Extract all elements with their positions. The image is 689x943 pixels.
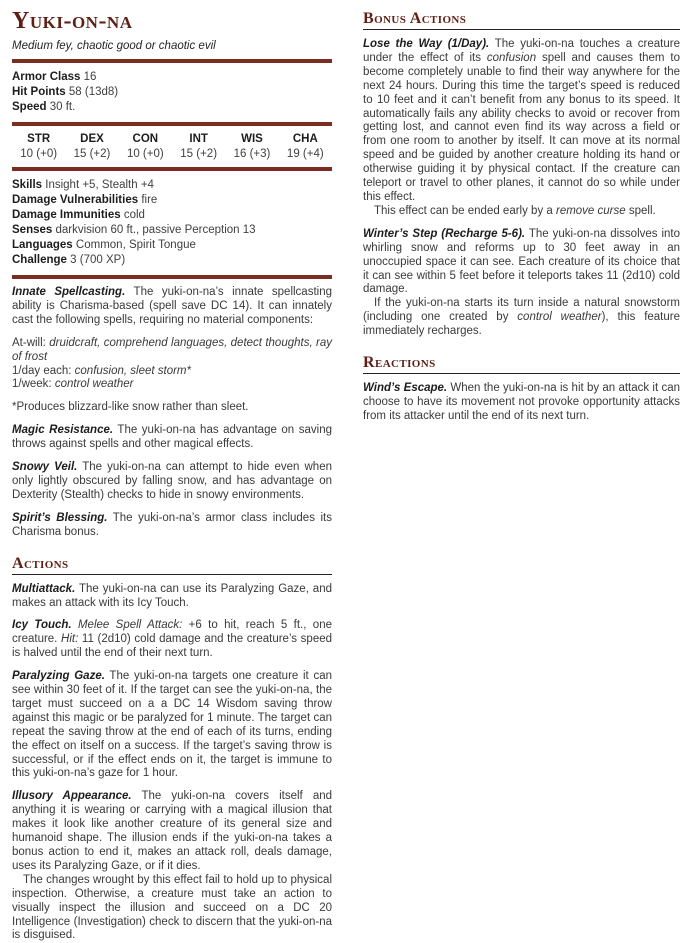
skills-line: [12, 178, 332, 193]
bonus-actions-and-reactions: [363, 10, 680, 424]
hit-points-value: 58 (13d8): [68, 86, 119, 98]
ability-name: INT: [189, 133, 208, 145]
languages-label: Languages: [12, 239, 73, 251]
ability-con: [119, 133, 172, 160]
stat-paragraph: At-will: druidcraft, comprehend languages, detect thoughts, ray of frost: [12, 336, 332, 363]
stat-paragraph: 1/week: control weather: [12, 378, 134, 391]
armor-class-label: Armor Class: [12, 71, 81, 83]
ability-str: [12, 133, 65, 160]
monster-meta: Medium fey, chaotic good or chaotic evil: [12, 40, 216, 52]
speed-label: Speed: [12, 101, 47, 113]
senses-line: [12, 223, 332, 238]
ability-value: 19 (+4): [286, 148, 324, 160]
divider-rule: [12, 167, 332, 171]
divider-rule: [12, 122, 332, 126]
speed-value: 30 ft.: [49, 101, 76, 113]
stat-paragraph: Spirit’s Blessing. The yuki-on-na’s armor class includes its Charisma bonus.: [12, 511, 332, 538]
hit-points-line: [12, 85, 332, 100]
divider-rule: [12, 59, 332, 63]
armor-class-value: 16: [83, 71, 97, 83]
right-column: [363, 6, 680, 943]
stat-paragraph: This effect can be ended early by a remove curse spell.: [374, 204, 656, 217]
stat-paragraph: Multiattack. The yuki-on-na can use its Paralyzing Gaze, and makes an attack with its Icy Touch.: [12, 582, 332, 609]
traits-and-actions: [12, 286, 332, 943]
detail-lines: [12, 178, 332, 268]
damage-vulnerabilities-line: [12, 193, 332, 208]
ability-name: CHA: [292, 133, 318, 145]
challenge-label: Challenge: [12, 254, 67, 266]
senses-value: darkvision 60 ft., passive Perception 13: [55, 224, 256, 236]
divider-rule: [12, 275, 332, 279]
languages-line: [12, 238, 332, 253]
damage-immunities-label: Damage Immunities: [12, 209, 121, 221]
section-heading: Bonus Actions: [363, 10, 680, 30]
ability-name: WIS: [241, 133, 263, 145]
ability-cha: [279, 133, 332, 160]
ability-value: 10 (+0): [20, 148, 58, 160]
ability-wis: [225, 133, 278, 160]
stat-paragraph: If the yuki-on-na starts its turn inside a natural snowstorm (including one created by control weather), this feature immediately recharges.: [363, 297, 680, 338]
ability-value: 15 (+2): [180, 148, 218, 160]
senses-label: Senses: [12, 224, 53, 236]
ability-value: 10 (+0): [126, 148, 164, 160]
damage-immunities-line: [12, 208, 332, 223]
challenge-line: [12, 253, 332, 268]
stat-paragraph: Illusory Appearance. The yuki-on-na covers itself and anything it is wearing or carrying with a magical illusion that makes it look like another creature of its general size and humanoid shape. The illusion ends if the yuki-on-na takes a bonus action to end it, makes an attack roll, deals damage, uses its Paralyzing Gaze, or if it dies.: [12, 790, 333, 872]
armor-class-line: [12, 70, 332, 85]
skills-label: Skills: [12, 179, 43, 191]
damage-vulnerabilities-label: Damage Vulnerabilities: [12, 194, 139, 206]
stat-paragraph: Innate Spellcasting. The yuki-on-na’s innate spellcasting ability is Charisma-based (spell save DC 14). It can innately cast the following spells, requiring no material components:: [12, 286, 332, 326]
damage-vulnerabilities-value: fire: [141, 194, 158, 206]
ability-name: STR: [27, 133, 51, 145]
stat-paragraph: Snowy Veil. The yuki-on-na can attempt to hide even when only lightly obscured by falling snow, and has advantage on Dexterity (Stealth) checks to hide in snowy environments.: [12, 461, 332, 501]
hit-points-label: Hit Points: [12, 86, 66, 98]
ability-value: 15 (+2): [73, 148, 111, 160]
skills-value: Insight +5, Stealth +4: [45, 179, 154, 191]
stat-paragraph: *Produces blizzard-like snow rather than sleet.: [12, 401, 249, 414]
stat-paragraph: Winter’s Step (Recharge 5-6). The yuki-on-na dissolves into whirling snow and reforms up to 30 feet away in an unoccupied space it can see. Each creature of its choice that it can see within 5 feet before it teleports takes 11 (2d10) cold damage.: [363, 227, 680, 296]
core-attributes: [12, 70, 332, 115]
speed-line: [12, 100, 332, 115]
left-column: [12, 6, 332, 943]
ability-name: DEX: [80, 133, 104, 145]
stat-paragraph: The changes wrought by this effect fail to hold up to physical inspection. Otherwise, a creature must take an action to visually inspect the illusion and succeed on a DC 20 Intelligence (Investigation) check to discern that the yuki-on-na is disguised.: [12, 873, 332, 942]
ability-scores: [12, 133, 332, 160]
ability-int: [172, 133, 225, 160]
challenge-value: 3 (700 XP): [70, 254, 126, 266]
stat-paragraph: Icy Touch. Melee Spell Attack: +6 to hit, reach 5 ft., one creature. Hit: 11 (2d10) cold damage and the creature’s speed is halved until the end of their next turn.: [12, 619, 333, 660]
stat-paragraph: Paralyzing Gaze. The yuki-on-na targets one creature it can see within 30 feet of it. If the target can see the yuki-on-na, the target must succeed on a a DC 14 Wisdom saving throw against this magic or be paralyzed for 1 minute. The target can repeat the saving throw at the end of each of its turns, ending the effect on itself on a success. If the target’s saving throw is successful, or if the effect ends on it, the target is immune to this yuki-on-na’s gaze for 1 hour.: [12, 670, 332, 780]
stat-paragraph: Wind’s Escape. When the yuki-on-na is hit by an attack it can choose to have its movement not provoke opportunity attacks from its attacker until the end of its next turn.: [363, 382, 680, 422]
stat-paragraph: Magic Resistance. The yuki-on-na has advantage on saving throws against spells and other magical effects.: [12, 424, 332, 451]
stat-paragraph: Lose the Way (1/Day). The yuki-on-na touches a creature under the effect of its confusion spell and causes them to become completely unable to find their way anywhere for the next 24 hours. During this time the target’s speed is reduced to 10 feet and it can’t benefit from any bonus to its speed. It automatically fails any ability checks to avoid or recover from getting lost, and cannot even find its way across a field or from one room to another by itself. It can move at its normal speed and be guided by another creature holding its hand or otherwise guiding it by physical contact. If the creature can teleport or travel to other planes, it cannot do so while under this effect.: [363, 38, 680, 203]
languages-value: Common, Spirit Tongue: [75, 239, 196, 251]
damage-immunities-value: cold: [123, 209, 145, 221]
section-heading: Reactions: [363, 354, 680, 374]
monster-name: Yuki-on-na: [12, 8, 133, 34]
ability-value: 16 (+3): [233, 148, 271, 160]
ability-dex: [65, 133, 118, 160]
section-heading: Actions: [12, 555, 332, 575]
ability-name: CON: [132, 133, 159, 145]
stat-paragraph: 1/day each: confusion, sleet storm*: [12, 364, 191, 377]
